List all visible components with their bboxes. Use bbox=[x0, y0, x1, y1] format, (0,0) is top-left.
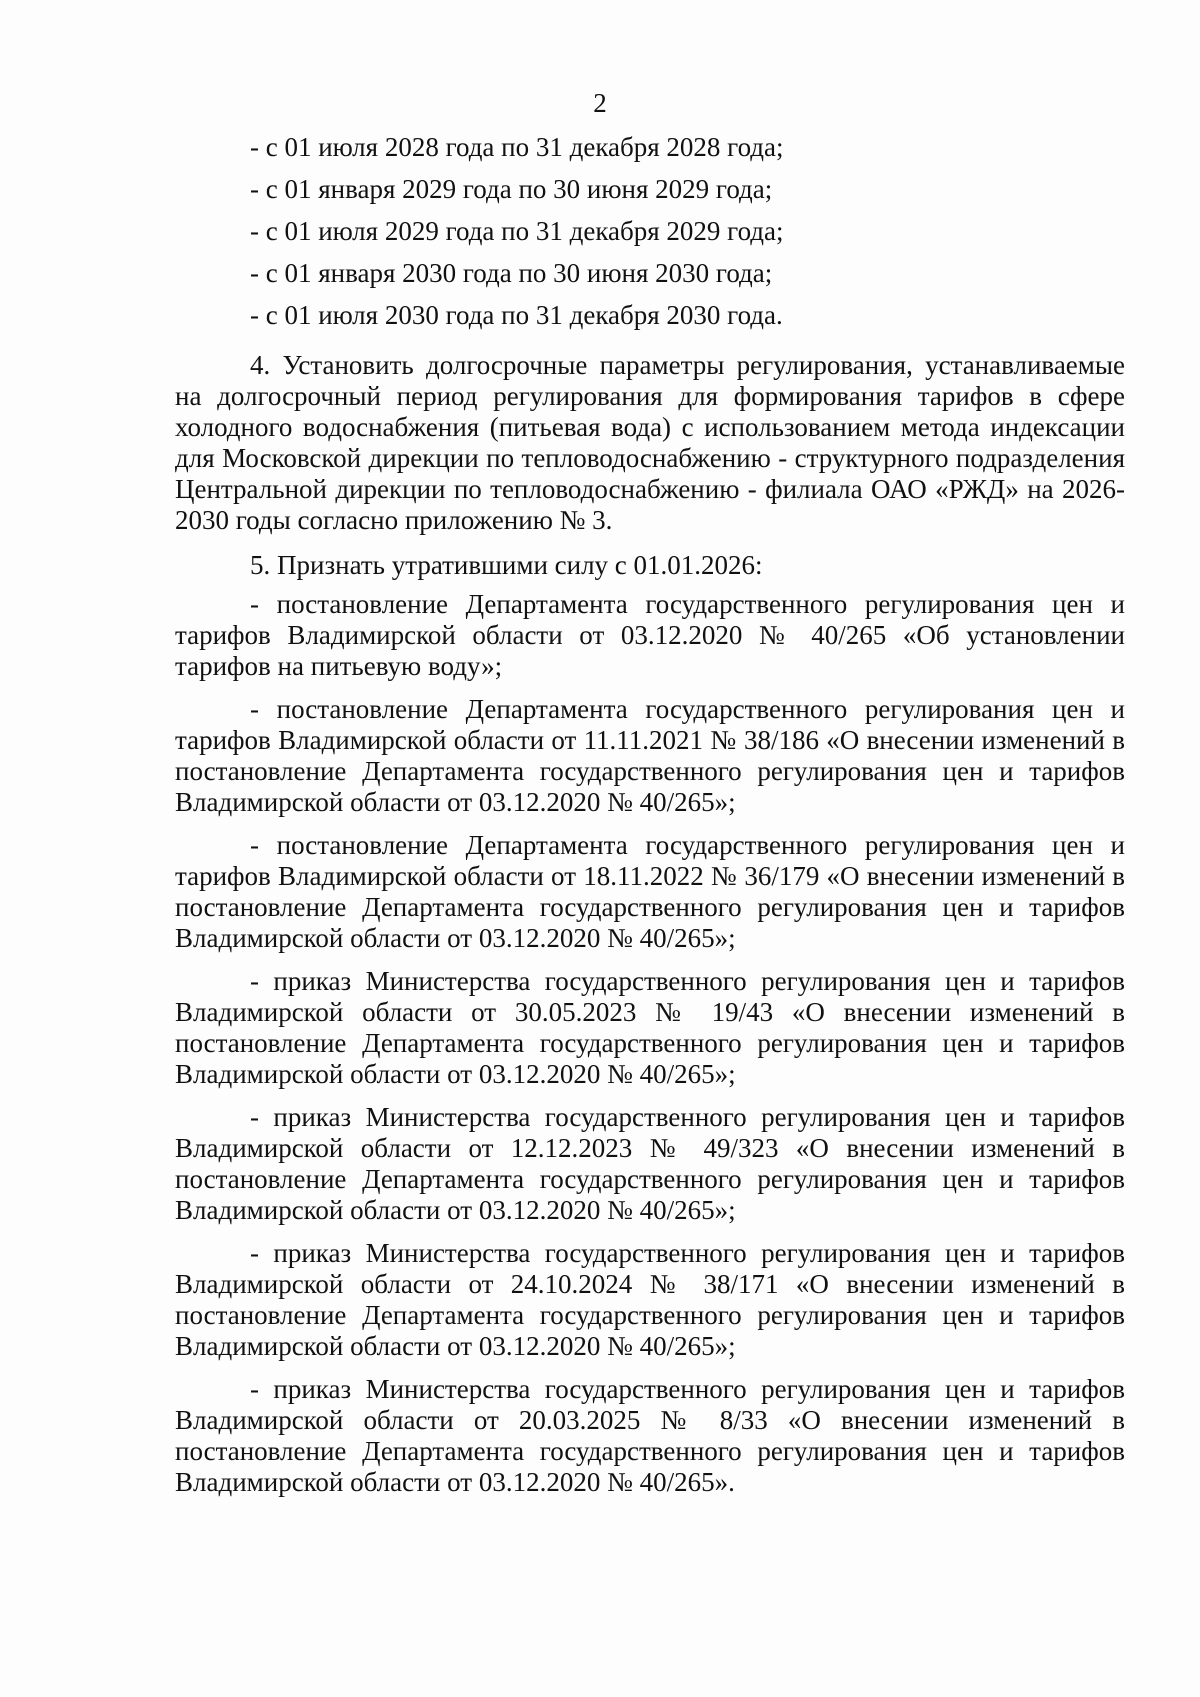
repealed-act-item: - приказ Министерства государственного регулирования цен и тарифов Владимирской области от 24.10.2024 № 38/171 «О внесении изменений в постановление Департамента государственного регулирования цен и тарифов Владимирской области от 03.12.2020 № 40/265»; bbox=[175, 1238, 1125, 1361]
document-body bbox=[175, 132, 1125, 1498]
period-item: - с 01 июля 2028 года по 31 декабря 2028 года; bbox=[250, 132, 784, 162]
repealed-act-item: - постановление Департамента государственного регулирования цен и тарифов Владимирской области от 18.11.2022 № 36/179 «О внесении изменений в постановление Департамента государственного регулирования цен и тарифов Владимирской области от 03.12.2020 № 40/265»; bbox=[175, 830, 1125, 953]
repealed-act-item: - постановление Департамента государственного регулирования цен и тарифов Владимирской области от 11.11.2021 № 38/186 «О внесении изменений в постановление Департамента государственного регулирования цен и тарифов Владимирской области от 03.12.2020 № 40/265»; bbox=[175, 694, 1125, 817]
repealed-act-item: - приказ Министерства государственного регулирования цен и тарифов Владимирской области от 12.12.2023 № 49/323 «О внесении изменений в постановление Департамента государственного регулирования цен и тарифов Владимирской области от 03.12.2020 № 40/265»; bbox=[175, 1102, 1125, 1225]
period-item: - с 01 января 2030 года по 30 июня 2030 года; bbox=[250, 258, 773, 288]
period-item: - с 01 января 2029 года по 30 июня 2029 года; bbox=[250, 174, 773, 204]
repealed-act-item: - постановление Департамента государственного регулирования цен и тарифов Владимирской области от 03.12.2020 № 40/265 «Об установлении тарифов на питьевую воду»; bbox=[175, 589, 1125, 681]
period-list bbox=[175, 132, 1125, 342]
item-5-heading: 5. Признать утратившими силу с 01.01.2026: bbox=[250, 550, 763, 580]
repealed-acts-list bbox=[175, 589, 1125, 1498]
repealed-act-item: - приказ Министерства государственного регулирования цен и тарифов Владимирской области от 30.05.2023 № 19/43 «О внесении изменений в постановление Департамента государственного регулирования цен и тарифов Владимирской области от 03.12.2020 № 40/265»; bbox=[175, 966, 1125, 1089]
repealed-act-item: - приказ Министерства государственного регулирования цен и тарифов Владимирской области от 20.03.2025 № 8/33 «О внесении изменений в постановление Департамента государственного регулирования цен и тарифов Владимирской области от 03.12.2020 № 40/265». bbox=[175, 1374, 1125, 1497]
period-item: - с 01 июля 2030 года по 31 декабря 2030 года. bbox=[250, 300, 783, 330]
page-number: 2 bbox=[593, 88, 607, 118]
item-4-paragraph: 4. Установить долгосрочные параметры регулирования, устанавливаемые на долгосрочный период регулирования для формирования тарифов в сфере холодного водоснабжения (питьевая вода) с использованием метода индексации для Московской дирекции по тепловодоснабжению - структурного подразделения Центральной дирекции по тепловодоснабжению - филиала ОАО «РЖД» на 2026-2030 годы согласно приложению № 3. bbox=[175, 350, 1125, 535]
period-item: - с 01 июля 2029 года по 31 декабря 2029 года; bbox=[250, 216, 784, 246]
